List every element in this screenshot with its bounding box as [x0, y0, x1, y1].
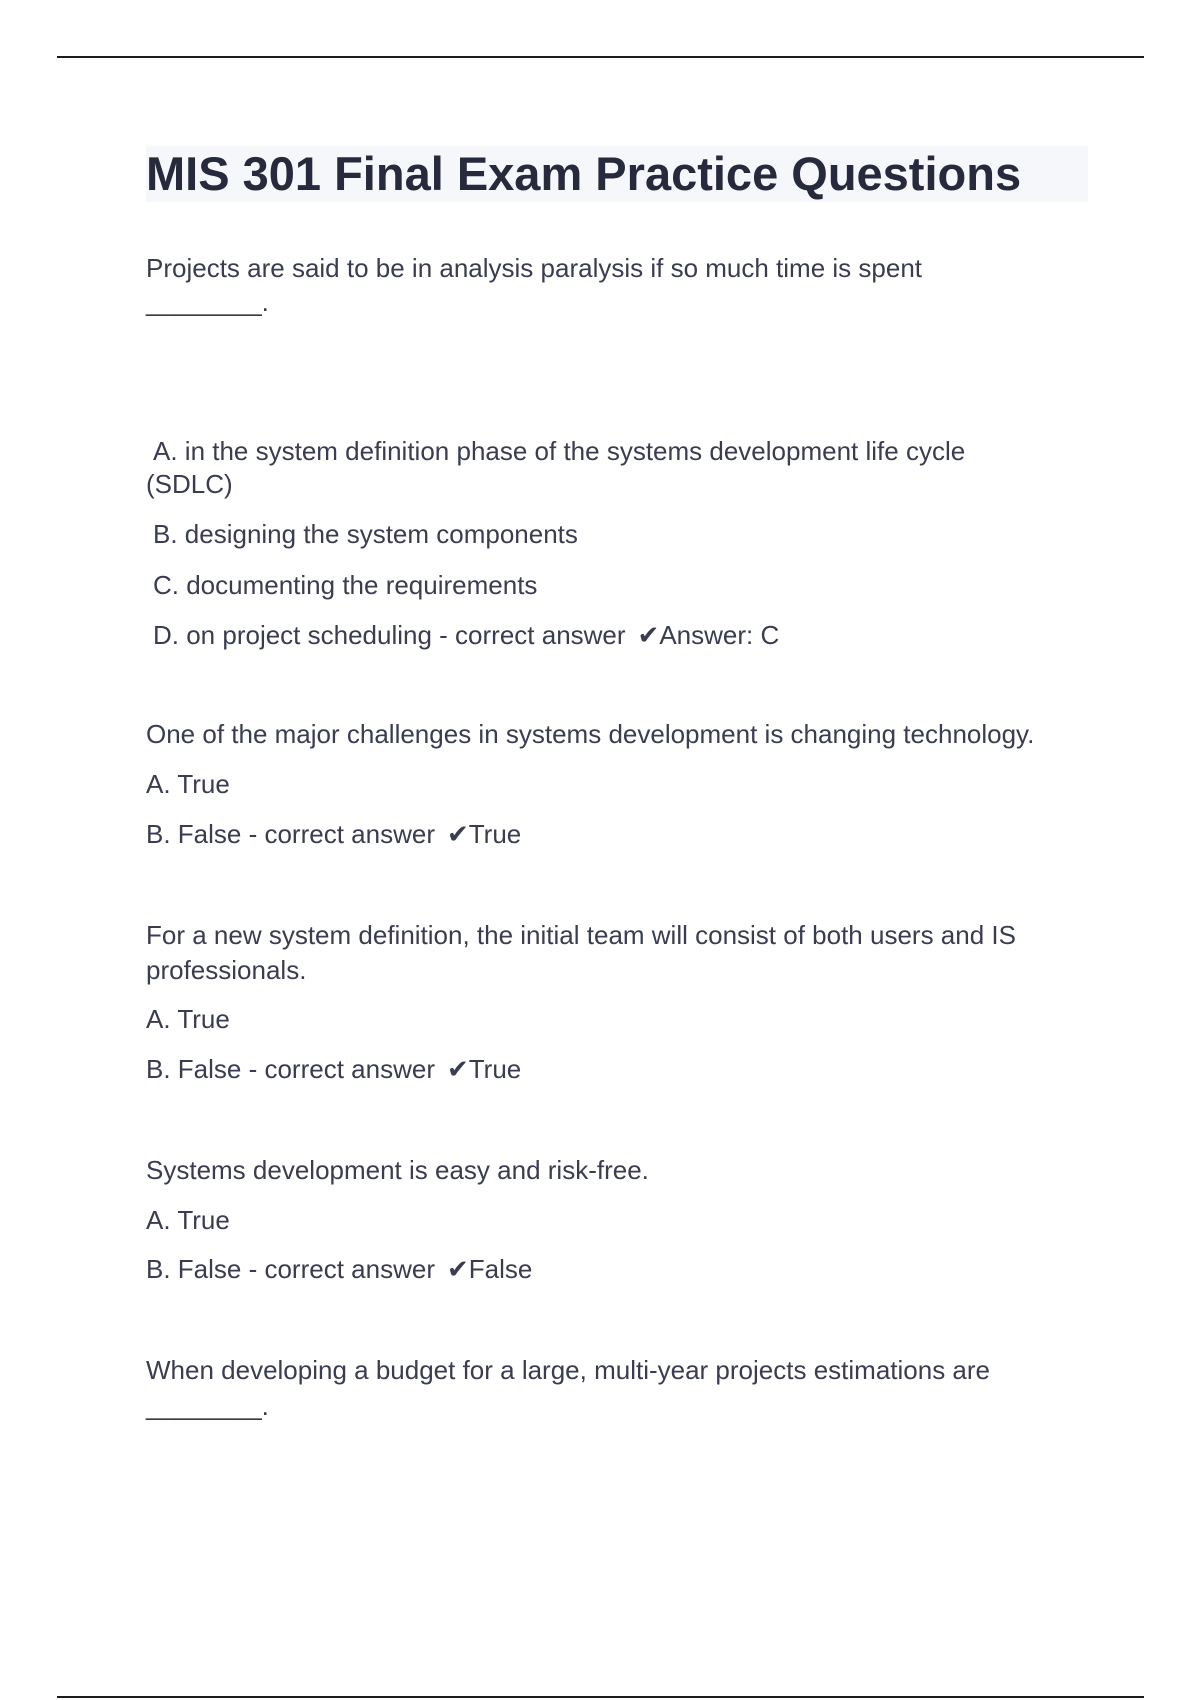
question-5-prompt-line-2: ________.	[146, 1391, 269, 1421]
question-2-option-b	[146, 817, 521, 851]
bottom-rule	[57, 1696, 1144, 1698]
question-2-prompt: One of the major challenges in systems development is changing technology.	[146, 719, 1035, 749]
page-title: MIS 301 Final Exam Practice Questions	[146, 146, 1088, 202]
question-1-option-a-line-1: A. in the system definition phase of the systems development life cycle	[153, 436, 966, 466]
question-1-option-c: C. documenting the requirements	[153, 570, 538, 600]
question-1-option-d-text: D. on project scheduling - correct answer	[153, 620, 626, 650]
question-4-option-b	[146, 1252, 532, 1286]
question-1-answer: ✔Answer: C	[637, 620, 780, 650]
top-rule	[57, 56, 1144, 58]
question-1-prompt-line-1: Projects are said to be in analysis paralysis if so much time is spent	[146, 253, 923, 283]
question-3-prompt-line-2: professionals.	[146, 955, 307, 985]
question-1-option-d	[153, 618, 779, 652]
question-4-answer: ✔False	[446, 1254, 533, 1284]
question-3-prompt-line-1: For a new system definition, the initial team will consist of both users and IS	[146, 920, 1016, 950]
question-2-option-a: A. True	[146, 769, 230, 799]
question-3-option-b	[146, 1052, 521, 1086]
question-4-option-b-text: B. False - correct answer	[146, 1254, 435, 1284]
question-1-option-a-line-2: (SDLC)	[146, 469, 233, 499]
question-1-option-b: B. designing the system components	[153, 519, 578, 549]
question-1-prompt-line-2: ________.	[146, 287, 269, 317]
question-3-option-a: A. True	[146, 1004, 230, 1034]
question-3-answer: ✔True	[446, 1054, 522, 1084]
question-4-option-a: A. True	[146, 1205, 230, 1235]
question-5-prompt-line-1: When developing a budget for a large, multi-year projects estimations are	[146, 1355, 990, 1385]
question-2-option-b-text: B. False - correct answer	[146, 819, 435, 849]
question-2-answer: ✔True	[446, 819, 522, 849]
question-4-prompt: Systems development is easy and risk-free.	[146, 1155, 649, 1185]
question-3-option-b-text: B. False - correct answer	[146, 1054, 435, 1084]
